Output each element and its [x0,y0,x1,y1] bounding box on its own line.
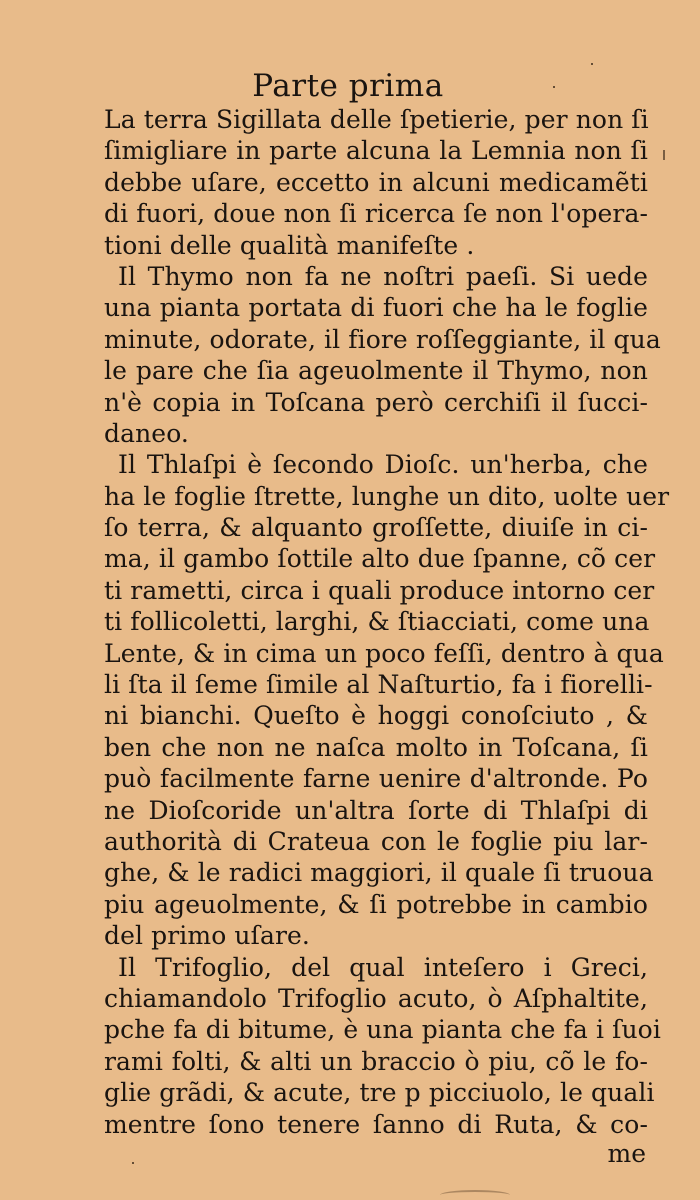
text-line: ſo terra, & alquanto groſſette, diuiſe in ci- [104,513,648,543]
text-line: ghe, & le radici maggiori, il quale ſi truoua [104,858,654,888]
text-line: minute, odorate, il fiore roſſeggiante, il qua [104,324,661,354]
text-line: La terra Sigillata delle ſpetierie, per non ſi [104,105,649,134]
text-line: chiamandolo Trifoglio acuto, ò Aſphaltite, [104,983,648,1013]
text-line: Lente, & in cima un poco feſſi, dentro à qua [104,638,664,668]
ink-speck [132,1162,134,1164]
catchword: me [607,1139,646,1168]
body-text [104,104,670,1140]
text-line: Il Thlaſpi è ſecondo Dioſc. un'herba, che [118,450,648,480]
text-line: ben che non ne naſca molto in Toſcana, ſi [104,732,648,762]
margin-mark [663,150,665,160]
text-line: Il Thymo non fa ne noſtri paeſi. Si uede [118,261,648,291]
text-line: authorità di Crateua con le foglie piu lar- [104,826,648,856]
text-line: ma, il gambo ſottile alto due ſpanne, cõ cer [104,544,656,574]
text-line: ne Dioſcoride un'altra ſorte di Thlaſpi di [104,795,648,825]
text-line: Il Trifoglio, del qual inteſero i Greci, [118,952,648,982]
text-line: ti rametti, circa i quali produce intorno cer [104,575,655,605]
ink-speck [591,63,593,65]
text-line: piu ageuolmente, & ſi potrebbe in cambio [104,889,648,919]
ink-speck [553,86,555,88]
text-line: glie grãdi, & acute, tre p picciuolo, le quali [104,1078,655,1108]
text-line: n'è copia in Toſcana però cerchiſi il ſucci- [104,387,648,417]
text-line: ti follicoletti, larghi, & ſtiacciati, come una [104,607,650,637]
text-line: le pare che ſia ageuolmente il Thymo, non [104,356,648,386]
text-line: ni bianchi. Queſto è hoggi conoſciuto , & [104,701,648,731]
text-line: del primo uſare. [104,921,310,951]
text-line: debbe uſare, eccetto in alcuni medicamẽti [104,167,648,197]
text-line: mentre ſono tenere ſanno di Ruta, & co- [104,1109,648,1139]
text-line: li ſta il ſeme ſimile al Naſturtio, fa i fiorelli- [104,670,653,700]
text-line: rami folti, & alti un braccio ò piu, cõ le fo- [104,1046,648,1076]
text-line: di fuori, doue non ſi ricerca ſe non l'opera- [104,199,648,229]
text-line: ſimigliare in parte alcuna la Lemnia non ſi [104,136,648,166]
text-line: pche fa di bitume, è una pianta che fa i ſuoi [104,1015,661,1045]
running-header [0,66,700,106]
text-line: ha le foglie ſtrette, lunghe un dito, uolte uer [104,481,670,511]
running-title: Parte prima [252,68,444,104]
text-line: una pianta portata di fuori che ha le foglie [104,293,648,323]
text-line: daneo. [104,418,189,448]
text-line: può facilmente farne uenire d'altronde. Po [104,764,648,794]
text-line: tioni delle qualità manifeſte . [104,230,475,260]
